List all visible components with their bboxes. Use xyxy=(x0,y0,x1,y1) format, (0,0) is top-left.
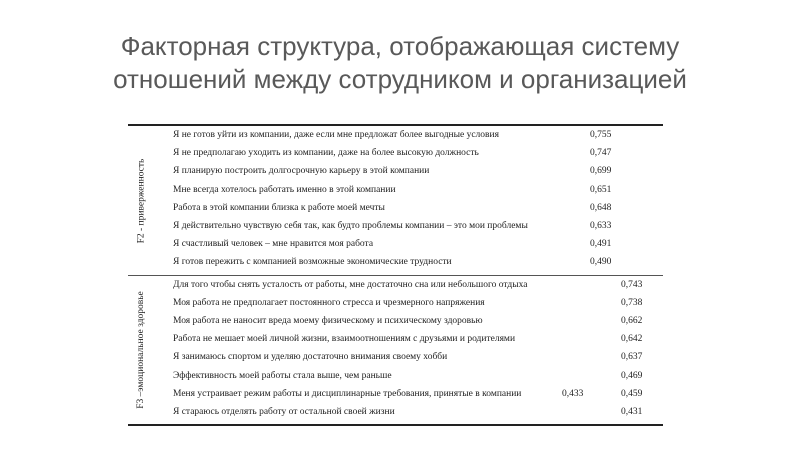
factor-group-label-text: F2 - приверженность xyxy=(136,158,146,244)
item-text: Мне всегда хотелось работать именно в этой компании xyxy=(173,184,396,195)
item-text: Я действительно чувствую себя так, как будто проблемы компании – это мои проблемы xyxy=(173,221,528,231)
loading-value: 0,648 xyxy=(590,202,612,213)
loading-value: 0,743 xyxy=(621,279,643,290)
table-row xyxy=(128,237,663,255)
loading-value: 0,651 xyxy=(590,184,612,195)
table-row xyxy=(128,332,663,350)
item-text: Моя работа не наносит вреда моему физическому и психическому здоровью xyxy=(173,315,483,326)
factor-group-label-text: F3 –эмоциональное здоровье xyxy=(136,291,146,410)
loading-value: 0,633 xyxy=(590,221,612,231)
table-top-rule xyxy=(128,124,663,126)
table-row xyxy=(128,350,663,368)
table-row xyxy=(128,201,663,219)
item-text: Я занимаюсь спортом и уделяю достаточно внимания своему хобби xyxy=(173,352,448,363)
item-text: Я стараюсь отделять работу от остальной своей жизни xyxy=(173,406,395,417)
loading-value: 0,662 xyxy=(621,315,643,326)
loading-value: 0,459 xyxy=(621,388,643,399)
loading-value: 0,431 xyxy=(621,406,643,417)
loading-value: 0,491 xyxy=(590,239,612,250)
table-bottom-rule xyxy=(128,424,663,426)
table-row xyxy=(128,255,663,273)
item-text: Я не предполагаю уходить из компании, даже на более высокую должность xyxy=(173,148,479,159)
table-row xyxy=(128,278,663,296)
item-text: Для того чтобы снять усталость от работы, мне достаточно сна или небольшого отдыха xyxy=(173,279,528,290)
item-text: Работа не мешает моей личной жизни, взаимоотношениям с друзьями и родителями xyxy=(173,334,516,345)
loading-value: 0,642 xyxy=(621,334,643,345)
item-text: Эффективность моей работы стала выше, чем раньше xyxy=(173,370,392,381)
factor-group xyxy=(128,278,663,424)
table-row xyxy=(128,183,663,201)
table-row xyxy=(128,296,663,314)
item-text: Я готов пережить с компанией возможные экономические трудности xyxy=(173,257,452,268)
slide-title xyxy=(0,30,800,96)
item-text: Я планирую построить долгосрочную карьеру в этой компании xyxy=(173,166,430,177)
cross-loading-value: 0,433 xyxy=(562,388,584,399)
loading-value: 0,699 xyxy=(590,166,612,177)
group-separator-rule xyxy=(128,275,663,276)
table-row xyxy=(128,314,663,332)
loading-value: 0,738 xyxy=(621,297,643,308)
table-row xyxy=(128,146,663,164)
factor-group xyxy=(128,128,663,274)
loading-value: 0,637 xyxy=(621,352,643,363)
table-row xyxy=(128,387,663,405)
slide-title-line-2: отношений между сотрудником и организацией xyxy=(113,64,687,94)
item-text: Моя работа не предполагает постоянного стресса и чрезмерного напряжения xyxy=(173,297,485,308)
item-text: Я счастливый человек – мне нравится моя работа xyxy=(173,239,374,250)
loading-value: 0,747 xyxy=(590,148,612,159)
item-text: Я не готов уйти из компании, даже если мне предложат более выгодные условия xyxy=(173,130,499,140)
item-text: Меня устраивает режим работы и дисциплинарные требования, принятые в компании xyxy=(173,388,522,399)
loading-value: 0,490 xyxy=(590,257,612,268)
table-row xyxy=(128,369,663,387)
table-row xyxy=(128,164,663,182)
table-row xyxy=(128,219,663,237)
slide-title-line-1: Факторная структура, отображающая систему xyxy=(120,31,680,61)
item-text: Работа в этой компании близка к работе моей мечты xyxy=(173,202,385,213)
table-row xyxy=(128,128,663,146)
table-row xyxy=(128,405,663,423)
loading-value: 0,469 xyxy=(621,370,643,381)
loading-value: 0,755 xyxy=(590,130,612,140)
